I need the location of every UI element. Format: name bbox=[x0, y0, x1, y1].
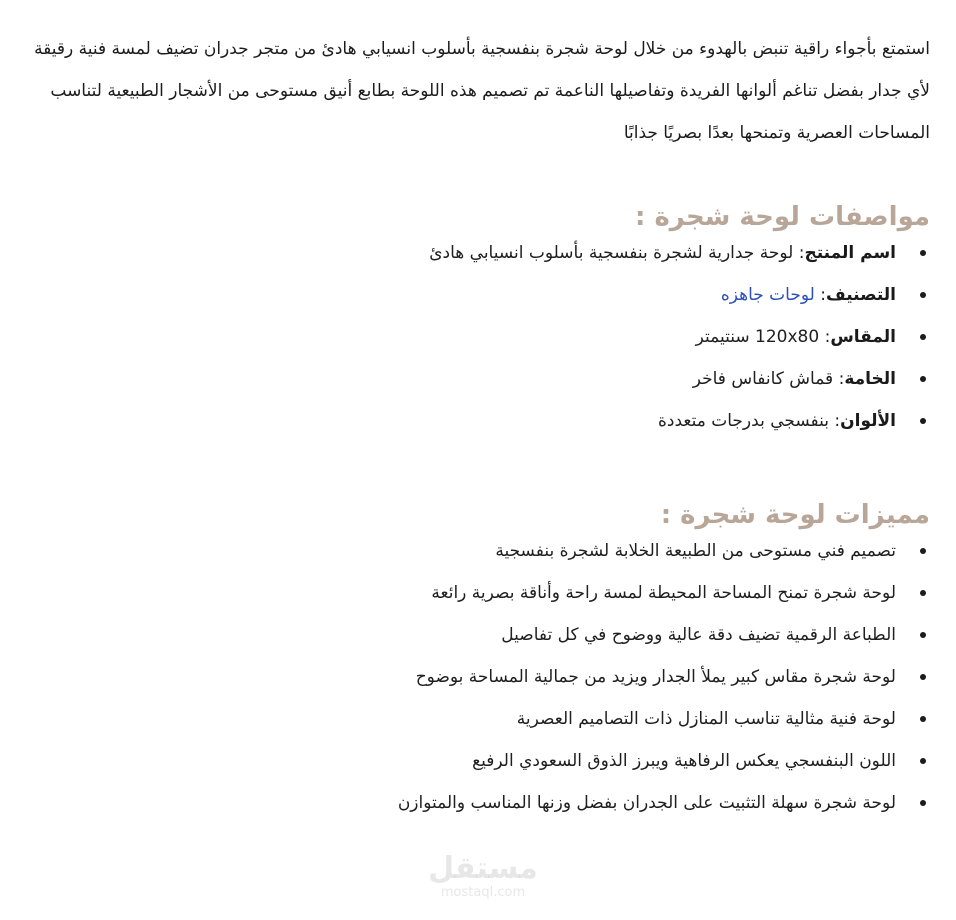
spec-label: الألوان bbox=[840, 411, 896, 431]
watermark-main: مستقل bbox=[428, 851, 538, 886]
spec-item-material bbox=[26, 358, 930, 400]
category-link[interactable]: لوحات جاهزه bbox=[720, 285, 815, 305]
feature-text: الطباعة الرقمية تضيف دقة عالية ووضوح في كل تفاصيل bbox=[501, 625, 896, 645]
specs-heading: مواصفات لوحة شجرة : bbox=[635, 202, 930, 232]
feature-item bbox=[26, 656, 930, 698]
feature-item bbox=[26, 530, 930, 572]
spec-separator: : bbox=[833, 369, 845, 389]
spec-item-colors bbox=[26, 400, 930, 442]
spec-label: المقاس bbox=[830, 327, 896, 347]
intro-paragraph: استمتع بأجواء راقية تنبض بالهدوء من خلال لوحة شجرة بنفسجية بأسلوب انسيابي هادئ من متجر جدران تضيف لمسة فنية رقيقة لأي جدار بفضل تناغم ألوانها الفريدة وتفاصيلها الناعمة تم تصميم هذه اللوحة بطابع أنيق مستوحى من الأشجار الطبيعية لتناسب المساحات العصرية وتمنحها بعدًا بصريًا جذابًا bbox=[34, 39, 930, 143]
spec-separator: : bbox=[814, 285, 826, 305]
bullet-icon bbox=[920, 632, 926, 638]
bullet-icon bbox=[920, 250, 926, 256]
spec-value: 120x80 سنتيمتر bbox=[695, 327, 820, 347]
bullet-icon bbox=[920, 800, 926, 806]
spec-label: اسم المنتج bbox=[804, 243, 896, 263]
bullet-icon bbox=[920, 674, 926, 680]
spec-separator: : bbox=[793, 243, 805, 263]
feature-text: لوحة شجرة مقاس كبير يملأ الجدار ويزيد من جمالية المساحة بوضوح bbox=[415, 667, 896, 687]
feature-text: لوحة فنية مثالية تناسب المنازل ذات التصاميم العصرية bbox=[516, 709, 896, 729]
feature-text: لوحة شجرة سهلة التثبيت على الجدران بفضل وزنها المناسب والمتوازن bbox=[397, 793, 896, 813]
feature-text: اللون البنفسجي يعكس الرفاهية ويبرز الذوق السعودي الرفيع bbox=[472, 751, 896, 771]
feature-item bbox=[26, 782, 930, 824]
spec-label: الخامة bbox=[844, 369, 896, 389]
spec-value: قماش كانفاس فاخر bbox=[692, 369, 834, 389]
feature-text: لوحة شجرة تمنح المساحة المحيطة لمسة راحة وأناقة بصرية رائعة bbox=[431, 583, 896, 603]
spec-separator: : bbox=[828, 411, 841, 431]
bullet-icon bbox=[920, 716, 926, 722]
feature-item bbox=[26, 698, 930, 740]
bullet-icon bbox=[920, 376, 926, 382]
product-description bbox=[26, 28, 930, 824]
bullet-icon bbox=[920, 758, 926, 764]
specs-list bbox=[26, 232, 930, 442]
feature-text: تصميم فني مستوحى من الطبيعة الخلابة لشجرة بنفسجية bbox=[495, 541, 896, 561]
spec-label: التصنيف bbox=[825, 285, 896, 305]
spec-item-product-name bbox=[26, 232, 930, 274]
spec-item-size bbox=[26, 316, 930, 358]
features-heading: مميزات لوحة شجرة : bbox=[660, 500, 930, 530]
spec-separator: : bbox=[819, 327, 831, 347]
feature-item bbox=[26, 740, 930, 782]
spec-value: لوحة جدارية لشجرة بنفسجية بأسلوب انسيابي هادئ bbox=[429, 243, 794, 263]
bullet-icon bbox=[920, 292, 926, 298]
feature-item bbox=[26, 614, 930, 656]
watermark-logo bbox=[418, 852, 548, 912]
watermark-sub: mostaql.com bbox=[440, 885, 526, 900]
spec-value: بنفسجي بدرجات متعددة bbox=[658, 411, 829, 431]
bullet-icon bbox=[920, 334, 926, 340]
features-list bbox=[26, 530, 930, 824]
feature-item bbox=[26, 572, 930, 614]
bullet-icon bbox=[920, 548, 926, 554]
bullet-icon bbox=[920, 590, 926, 596]
spec-item-category bbox=[26, 274, 930, 316]
bullet-icon bbox=[920, 418, 926, 424]
